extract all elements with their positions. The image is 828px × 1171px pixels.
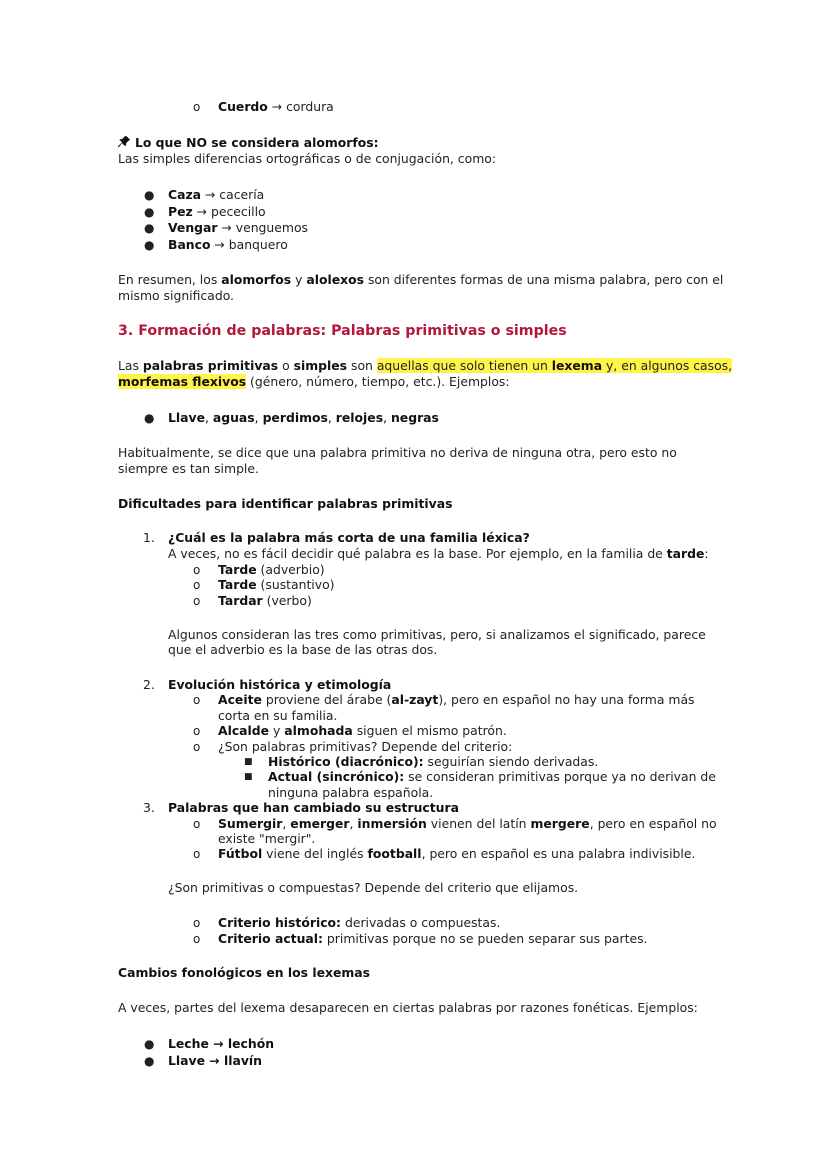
- circle-bullet-icon: o: [193, 100, 201, 114]
- list-item: Vengar → venguemos: [168, 220, 309, 235]
- sub-list-item: Criterio histórico: derivadas o compuestas.: [218, 915, 501, 930]
- examples-list-item: Llave, aguas, perdimos, relojes, negras: [168, 410, 439, 425]
- list-item: Banco → banquero: [168, 237, 288, 252]
- circle-bullet-icon: o: [193, 847, 201, 861]
- habitual-paragraph: Habitualmente, se dice que una palabra primitiva no deriva de ninguna otra, pero esto no: [118, 445, 677, 460]
- no-alomorfos-intro: Las simples diferencias ortográficas o de conjugación, como:: [118, 151, 497, 166]
- bullet-icon: ●: [144, 411, 155, 425]
- highlight: morfemas flexivos: [118, 374, 247, 389]
- sub-list-item: Alcalde y almohada siguen el mismo patrón.: [218, 723, 507, 738]
- circle-bullet-icon: o: [193, 932, 201, 946]
- list-item: Cuerdo → cordura: [218, 99, 334, 114]
- bullet-icon: ●: [144, 221, 155, 235]
- bullet-icon: ●: [144, 188, 155, 202]
- list-number: 2.: [143, 677, 155, 692]
- subheading-dificultades: Dificultades para identificar palabras primitivas: [118, 496, 453, 511]
- sub-sub-list-item-line2: ninguna palabra española.: [268, 785, 434, 800]
- list-number: 1.: [143, 530, 155, 545]
- habitual-paragraph-line2: siempre es tan simple.: [118, 461, 259, 476]
- circle-bullet-icon: o: [193, 594, 201, 608]
- sub-list-item-line2: corta en su familia.: [218, 708, 338, 723]
- square-bullet-icon: ■: [244, 772, 253, 782]
- item-title: Palabras que han cambiado su estructura: [168, 800, 459, 815]
- bullet-icon: ●: [144, 1037, 155, 1051]
- sub-sub-list-item: Histórico (diacrónico): seguirían siendo derivadas.: [268, 754, 599, 769]
- highlight: aquellas que solo tienen un lexema y, en algunos casos,: [376, 358, 733, 373]
- circle-bullet-icon: o: [193, 693, 201, 707]
- circle-bullet-icon: o: [193, 578, 201, 592]
- bullet-icon: ●: [144, 1054, 155, 1068]
- item-conclusion: Algunos consideran las tres como primitivas, pero, si analizamos el significado, parece: [168, 627, 706, 642]
- sub-list-item: Tardar (verbo): [218, 593, 312, 608]
- circle-bullet-icon: o: [193, 724, 201, 738]
- resumen-paragraph: En resumen, los alomorfos y alolexos son diferentes formas de una misma palabra, pero con el: [118, 272, 724, 287]
- list-item: Pez → pececillo: [168, 204, 266, 219]
- bullet-icon: ●: [144, 205, 155, 219]
- cambios-intro: A veces, partes del lexema desaparecen en ciertas palabras por razones fonéticas. Ejemplos:: [118, 1000, 698, 1015]
- no-alomorfos-title: Lo que NO se considera alomorfos:: [118, 135, 379, 151]
- item-title: Evolución histórica y etimología: [168, 677, 392, 692]
- item-text: A veces, no es fácil decidir qué palabra es la base. Por ejemplo, en la familia de tarde:: [168, 546, 709, 561]
- circle-bullet-icon: o: [193, 563, 201, 577]
- sub-list-item: Tarde (sustantivo): [218, 577, 335, 592]
- list-number: 3.: [143, 800, 155, 815]
- resumen-paragraph-line2: mismo significado.: [118, 288, 234, 303]
- sub-list-item: Criterio actual: primitivas porque no se pueden separar sus partes.: [218, 931, 648, 946]
- pushpin-icon: [118, 135, 131, 148]
- sub-list-item: Fútbol viene del inglés football, pero en español es una palabra indivisible.: [218, 846, 696, 861]
- sub-list-item: Sumergir, emerger, inmersión vienen del latín mergere, pero en español no: [218, 816, 717, 831]
- circle-bullet-icon: o: [193, 817, 201, 831]
- list-item: Caza → cacería: [168, 187, 265, 202]
- item-title: ¿Cuál es la palabra más corta de una familia léxica?: [168, 530, 530, 545]
- sub-sub-list-item: Actual (sincrónico): se consideran primitivas porque ya no derivan de: [268, 769, 716, 784]
- circle-bullet-icon: o: [193, 740, 201, 754]
- bullet-icon: ●: [144, 238, 155, 252]
- sub-list-item: Tarde (adverbio): [218, 562, 325, 577]
- sub-list-item: Aceite proviene del árabe (al-zayt), pero en español no hay una forma más: [218, 692, 695, 707]
- square-bullet-icon: ■: [244, 757, 253, 767]
- sub-list-item: ¿Son palabras primitivas? Depende del criterio:: [218, 739, 513, 754]
- list-item: Llave → llavín: [168, 1053, 263, 1068]
- definition-paragraph: Las palabras primitivas o simples son aquellas que solo tienen un lexema y, en algunos casos,: [118, 358, 733, 373]
- section-heading: 3. Formación de palabras: Palabras primitivas o simples: [118, 323, 567, 339]
- sub-list-item-line2: existe "mergir".: [218, 831, 316, 846]
- list-item: Leche → lechón: [168, 1036, 275, 1051]
- item-question: ¿Son primitivas o compuestas? Depende del criterio que elijamos.: [168, 880, 579, 895]
- item-conclusion-line2: que el adverbio es la base de las otras dos.: [168, 642, 438, 657]
- definition-paragraph-line2: morfemas flexivos (género, número, tiempo, etc.). Ejemplos:: [118, 374, 510, 389]
- circle-bullet-icon: o: [193, 916, 201, 930]
- subheading-cambios: Cambios fonológicos en los lexemas: [118, 965, 371, 980]
